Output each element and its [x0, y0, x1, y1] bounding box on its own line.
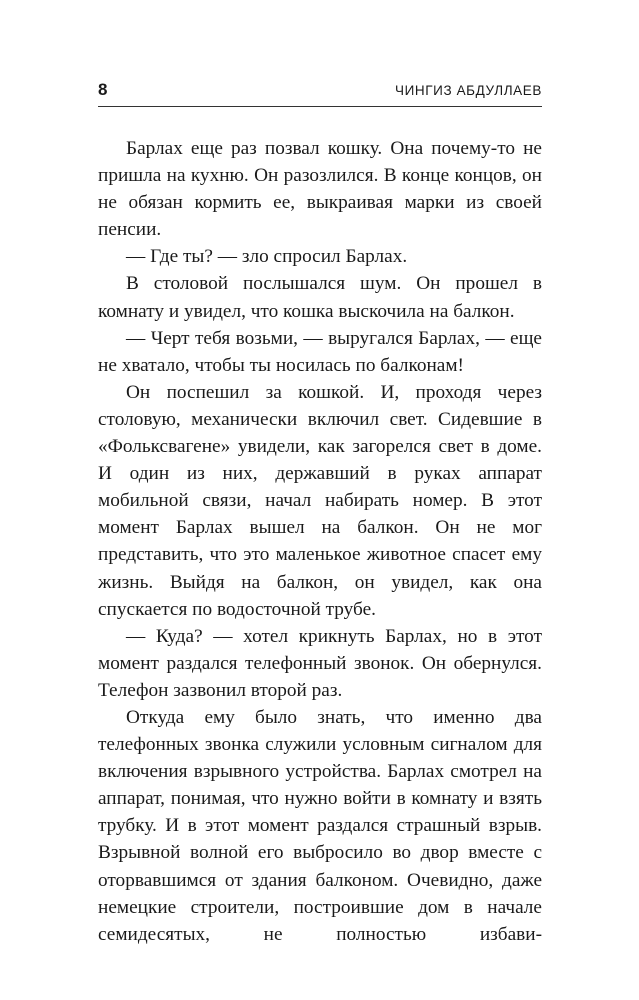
paragraph-7: Откуда ему было знать, что именно два телефонных звонка служили условным сигналом для включения взрывного устройства. Барлах смотрел на аппарат, понимая, что нужно войти в комнату и взять трубку. И в этот момент раздался страшный взрыв. Взрывной волной его выбросило во двор вместе с оторвавшимся от здания балконом. Очевидно, даже немецкие строители, построившие дом в начале семидесятых, не полностью избави-	[98, 706, 542, 945]
page-number: 8	[98, 80, 108, 99]
paragraph-6: — Куда? — хотел крикнуть Барлах, но в этот момент раздался телефонный звонок. Он обернулся. Телефон зазвонил второй раз.	[98, 625, 542, 701]
paragraph-5: Он поспешил за кошкой. И, проходя через столовую, механически включил свет. Сидевшие в «Фольксвагене» увидели, как загорелся свет в доме. И один из них, державший в руках аппарат мобильной связи, начал набирать номер. В этот момент Барлах вышел на балкон. Он не мог представить, что это маленькое животное спасет ему жизнь. Выйдя на балкон, он увидел, как она спускается по водосточной трубе.	[98, 381, 542, 620]
paragraph-2: — Где ты? — зло спросил Барлах.	[126, 246, 408, 268]
header-rule	[98, 106, 542, 107]
running-header	[98, 80, 542, 104]
paragraph-3: В столовой послышался шум. Он прошел в комнату и увидел, что кошка выскочила на балкон.	[98, 273, 542, 322]
paragraph-4: — Черт тебя возьми, — выругался Барлах, — еще не хватало, чтобы ты носилась по балконам!	[98, 327, 542, 376]
running-title-author: ЧИНГИЗ АБДУЛЛАЕВ	[395, 83, 542, 98]
paragraph-1: Барлах еще раз позвал кошку. Она почему-то не пришла на кухню. Он разозлился. В конце концов, он не обязан кормить ее, выкраивая марки из своей пенсии.	[98, 138, 542, 241]
body-text	[98, 135, 542, 948]
